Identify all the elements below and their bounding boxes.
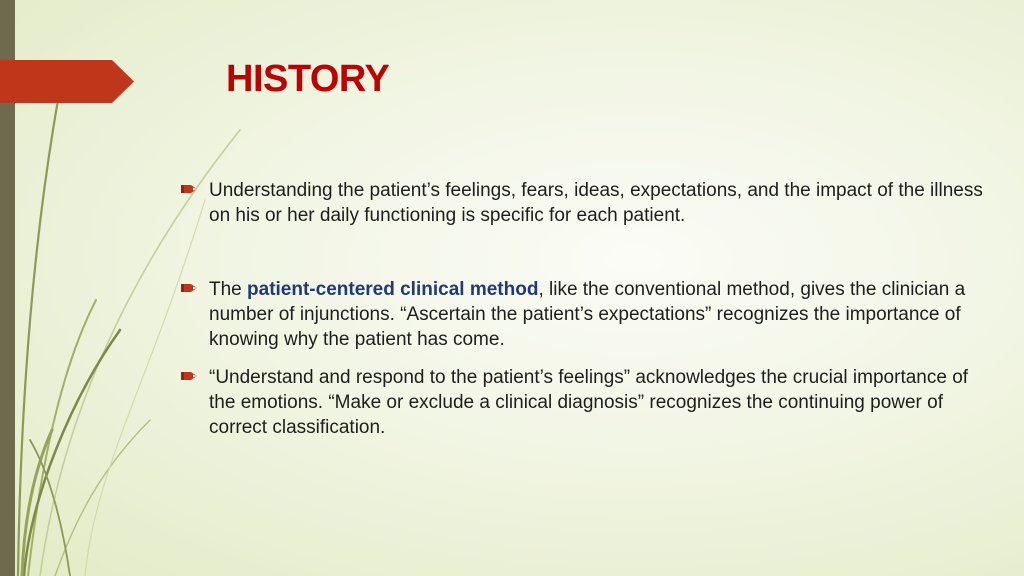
bullet-text-2-suffix: , like the conventional method, gives the clinician a number of injunctions. “Ascertain the patient’s expectations” recognizes the importance of knowing why the patient has come. — [209, 279, 966, 350]
pencil-arrow-icon — [181, 369, 197, 383]
bullet-text-3: “Understand and respond to the patient’s feelings” acknowledges the crucial importance of the emotions. “Make or exclude a clinical diagnosis” recognizes the continuing power of correct classification. — [209, 367, 969, 438]
patient-centered-method-term: patient-centered clinical method — [247, 279, 539, 300]
title-arrow-banner — [0, 60, 134, 103]
pencil-arrow-icon — [181, 281, 197, 295]
bullet-text-2 — [209, 277, 999, 352]
bullet-text-1: Understanding the patient’s feelings, fears, ideas, expectations, and the impact of the illness on his or her daily functioning is specific for each patient. — [209, 180, 983, 226]
pencil-arrow-icon — [181, 182, 197, 196]
bullet-text-2-prefix: The — [209, 279, 248, 300]
slide-title: HISTORY — [226, 58, 390, 100]
